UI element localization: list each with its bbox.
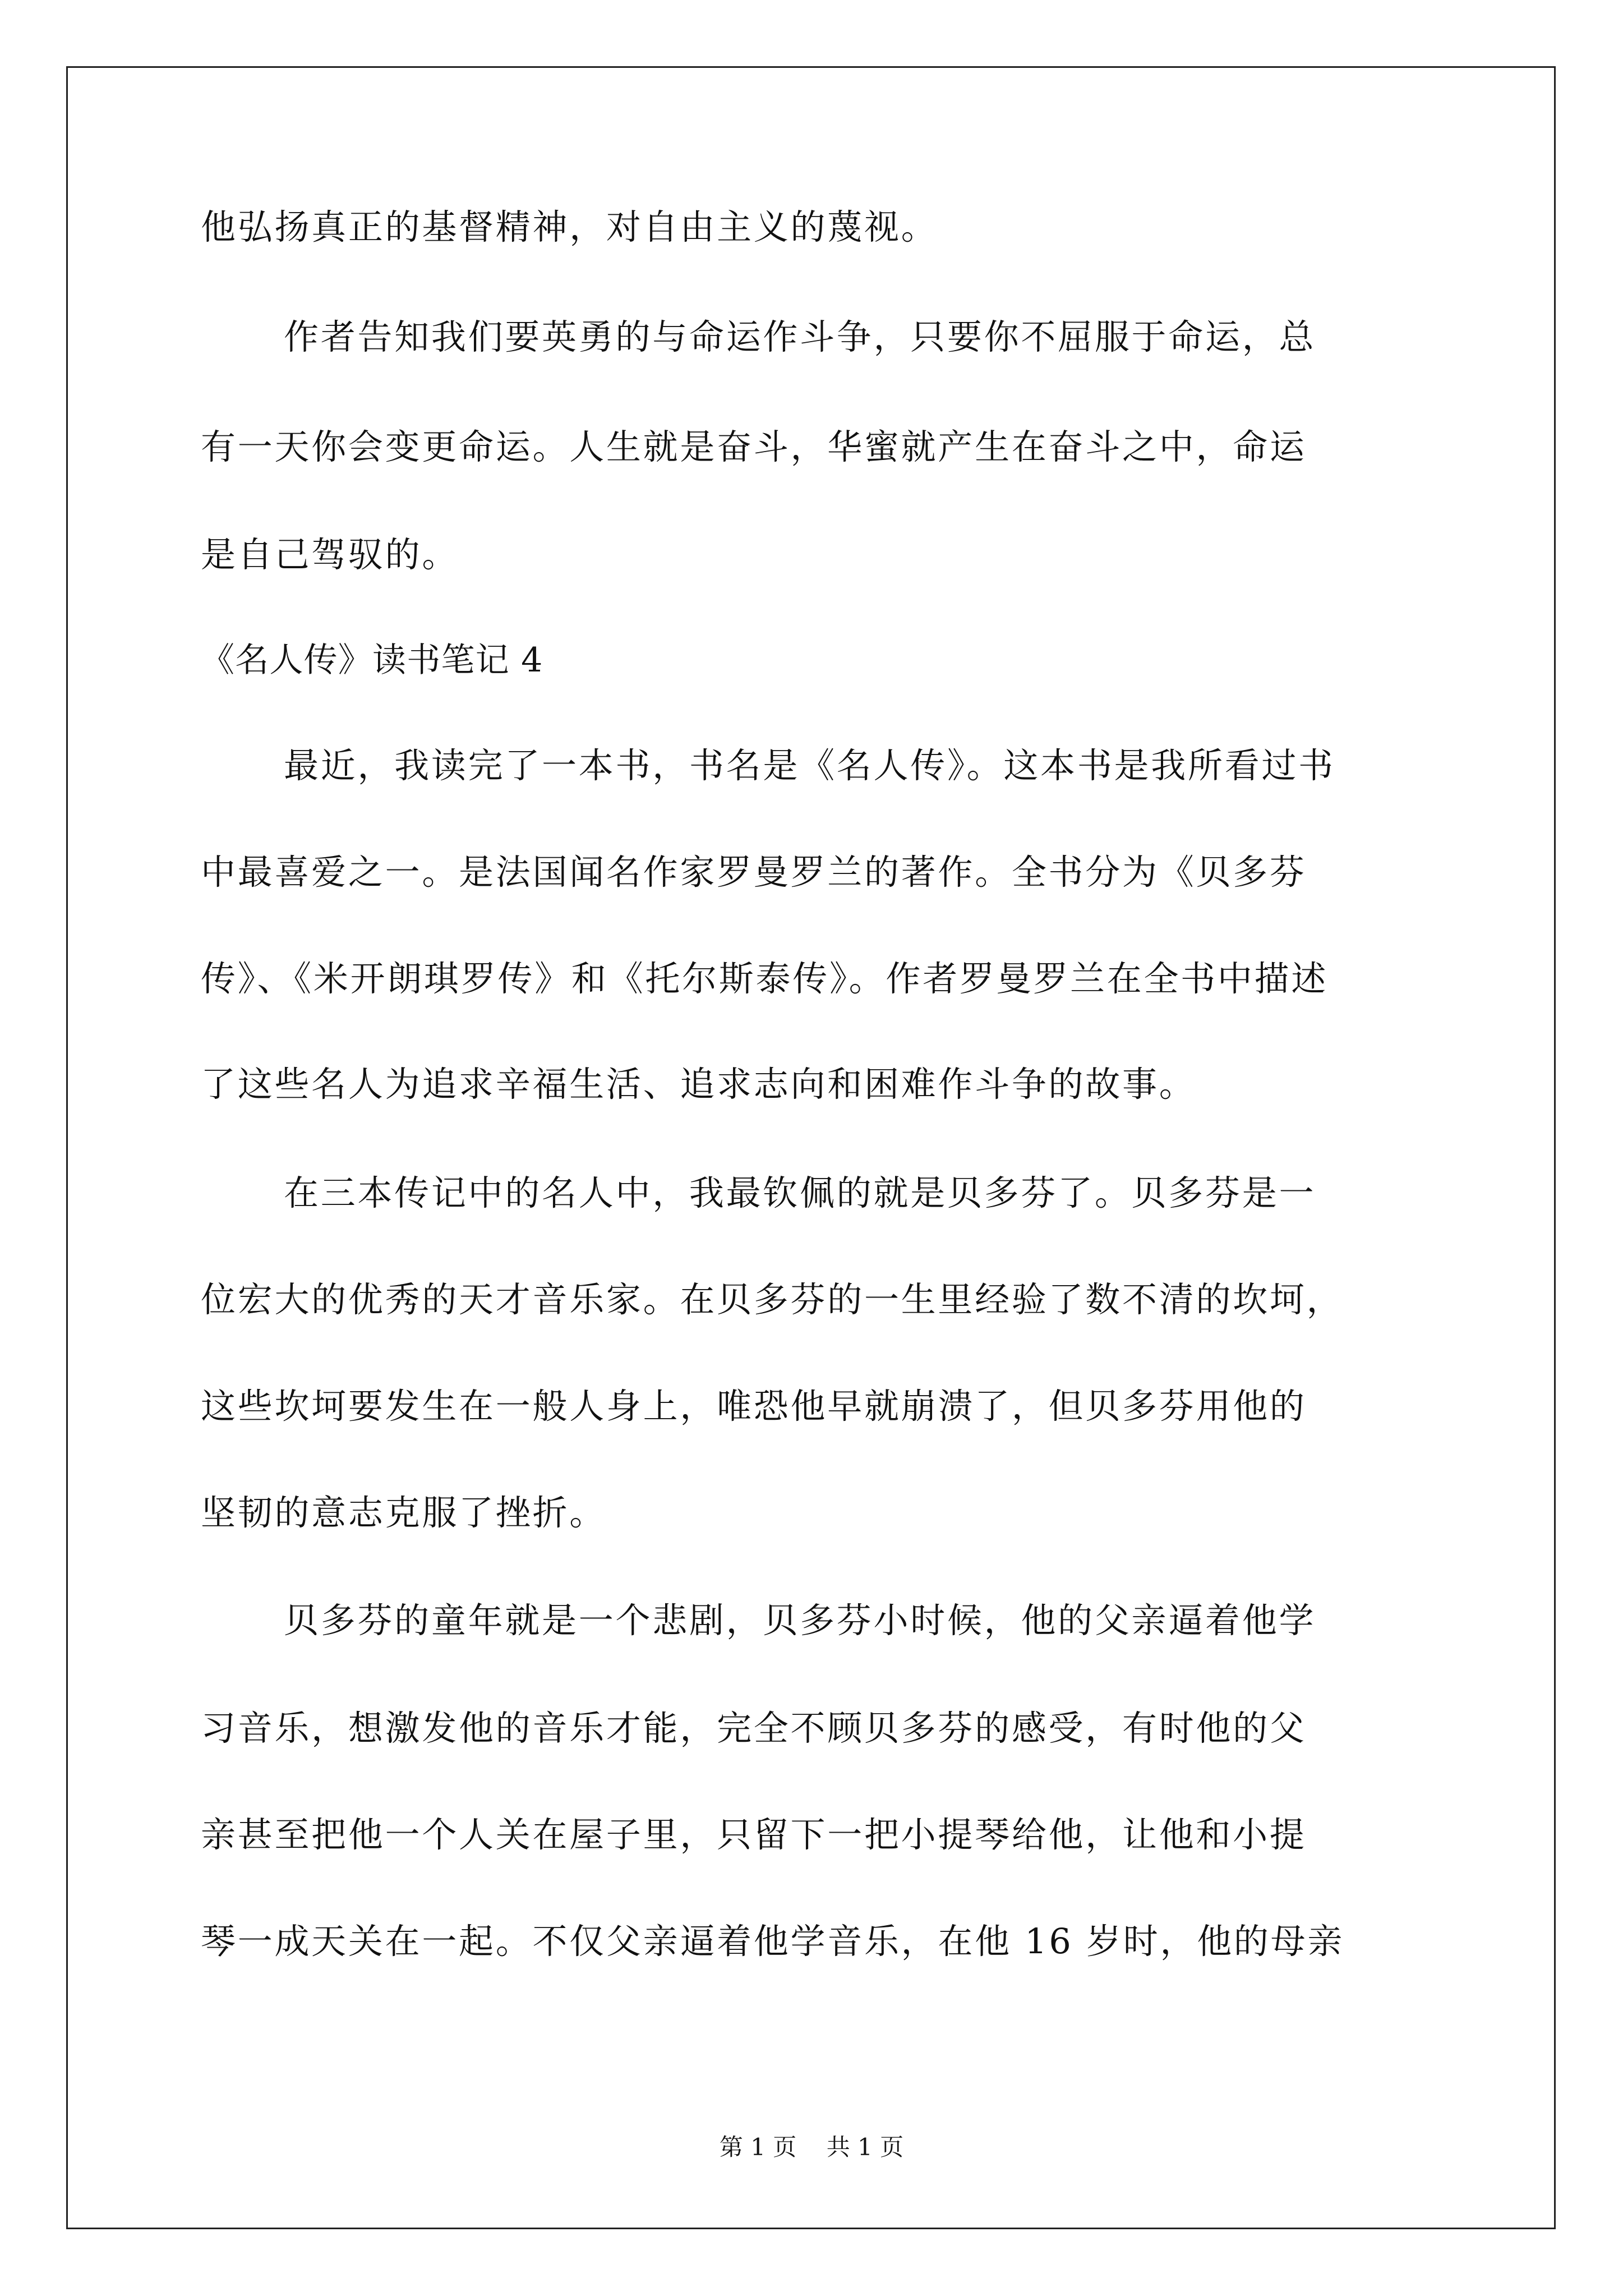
paragraph-first-line: 贝多芬的童年就是一个悲剧，贝多芬小时候，他的父亲逼着他学 [284,1600,1316,1641]
text-line: 习音乐，想激发他的音乐才能，完全不顾贝多芬的感受，有时他的父 [201,1708,1307,1749]
paragraph-first-line: 在三本传记中的名人中，我最钦佩的就是贝多芬了。贝多芬是一 [284,1172,1316,1213]
text-line: 他弘扬真正的基督精神，对自由主义的蔑视。 [201,206,938,247]
text-line: 这些坎坷要发生在一般人身上，唯恐他早就崩溃了，但贝多芬用他的 [201,1386,1307,1427]
text-line: 坚韧的意志克服了挫折。 [201,1492,606,1533]
section-heading: 《名人传》读书笔记 4 [201,641,543,680]
page-footer: 第 1 页 共 1 页 [719,2133,904,2161]
text-line: 位宏大的优秀的天才音乐家。在贝多芬的一生里经验了数不清的坎坷， [201,1279,1344,1320]
text-line: 了这些名人为追求辛福生活、追求志向和困难作斗争的故事。 [201,1064,1196,1105]
text-line: 传》、《米开朗琪罗传》和《托尔斯泰传》。作者罗曼罗兰在全书中描述 [201,958,1329,999]
page-border [66,66,1556,2229]
text-line: 有一天你会变更命运。人生就是奋斗，华蜜就产生在奋斗之中，命运 [201,426,1307,467]
text-line: 中最喜爱之一。是法国闻名作家罗曼罗兰的著作。全书分为《贝多芬 [201,852,1307,892]
paragraph-first-line: 最近，我读完了一本书，书名是《名人传》。这本书是我所看过书 [284,745,1335,786]
paragraph-first-line: 作者告知我们要英勇的与命运作斗争，只要你不屈服于命运，总 [284,316,1316,357]
text-line: 亲甚至把他一个人关在屋子里，只留下一把小提琴给他，让他和小提 [201,1814,1307,1855]
text-line: 是自己驾驭的。 [201,534,459,575]
text-line: 琴一成天关在一起。不仅父亲逼着他学音乐，在他 16 岁时，他的母亲 [201,1921,1345,1962]
